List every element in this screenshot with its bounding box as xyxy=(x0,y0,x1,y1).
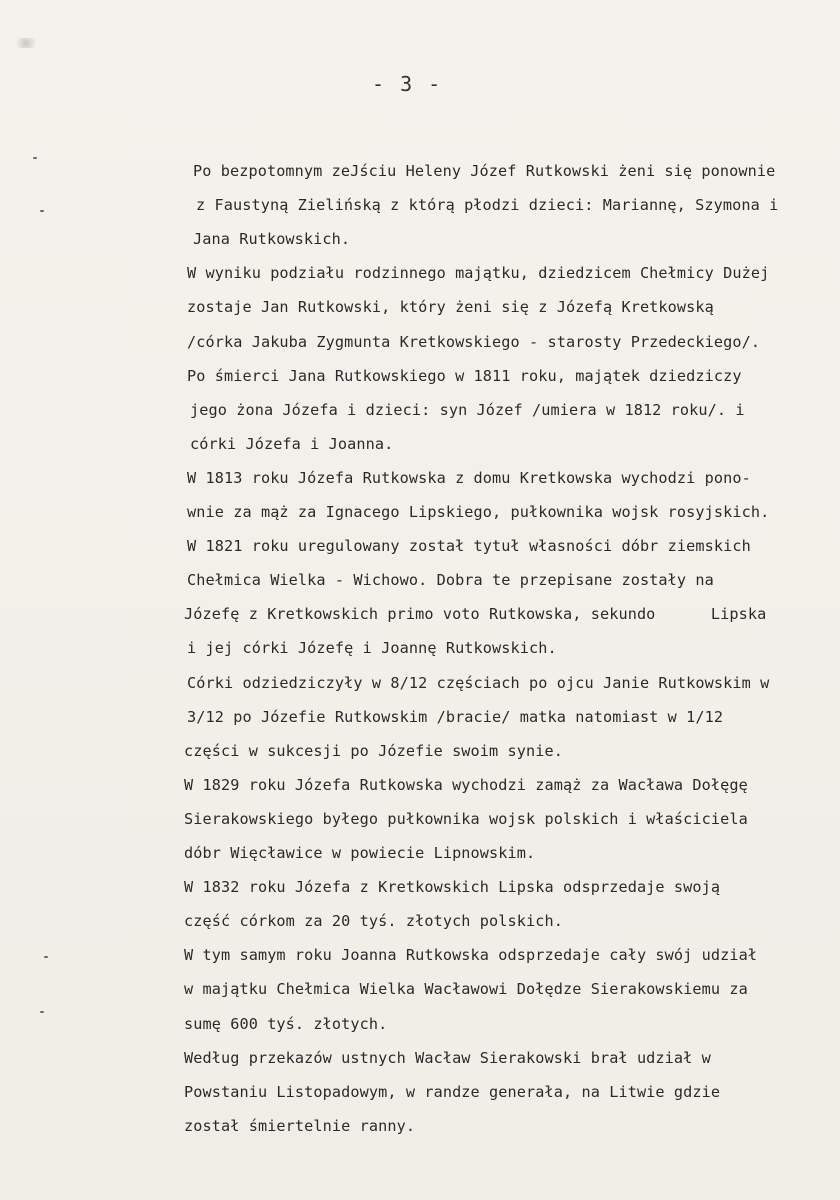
text-line: zostaje Jan Rutkowski, który żeni się z Józefą Kretkowską xyxy=(187,298,714,317)
text-line: W 1832 roku Józefa z Kretkowskich Lipska odsprzedaje swoją xyxy=(184,878,721,897)
text-line: wnie za mąż za Ignacego Lipskiego, pułkownika wojsk rosyjskich. xyxy=(187,503,770,521)
text-line: Chełmica Wielka - Wichowo. Dobra te przepisane zostały na xyxy=(187,571,714,590)
text-line: i jej córki Józefę i Joannę Rutkowskich. xyxy=(187,639,557,658)
paper-speck xyxy=(12,38,40,48)
text-line: Józefę z Kretkowskich primo voto Rutkowska, sekundo Lipska xyxy=(184,605,767,624)
page-number: - 3 - xyxy=(372,72,443,96)
text-line: jego żona Józefa i dzieci: syn Józef /umiera w 1812 roku/. i xyxy=(190,400,745,419)
text-line: W 1821 roku uregulowany został tytuł własności dóbr ziemskich xyxy=(187,537,751,556)
text-line: w majątku Chełmica Wielka Wacławowi Dołędze Sierakowskiemu za xyxy=(184,980,748,999)
margin-mark xyxy=(40,210,44,212)
text-line: córki Józefa i Joanna. xyxy=(190,434,394,453)
text-line: Jana Rutkowskich. xyxy=(193,230,351,249)
text-line: W tym samym roku Joanna Rutkowska odsprzedaje cały swój udział xyxy=(184,946,758,965)
margin-mark xyxy=(33,157,37,159)
text-line: W 1813 roku Józefa Rutkowska z domu Kretkowska wychodzi pono- xyxy=(187,468,751,487)
text-line: Po bezpotomnym zeJściu Heleny Józef Rutkowski żeni się ponownie xyxy=(193,162,776,180)
text-line: Sierakowskiego byłego pułkownika wojsk polskich i właściciela xyxy=(184,809,748,828)
text-line: W 1829 roku Józefa Rutkowska wychodzi zamąż za Wacława Dołęgę xyxy=(184,775,748,794)
text-line: 3/12 po Józefie Rutkowskim /bracie/ matka natomiast w 1/12 xyxy=(187,707,724,726)
margin-mark xyxy=(44,956,48,958)
text-line: W wyniku podziału rodzinnego majątku, dziedzicem Chełmicy Dużej xyxy=(187,264,770,283)
text-line: Według przekazów ustnych Wacław Sierakowski brał udział w xyxy=(184,1048,711,1067)
text-line: Powstaniu Listopadowym, w randze generała, na Litwie gdzie xyxy=(184,1082,721,1101)
text-line: sumę 600 tyś. złotych. xyxy=(184,1014,388,1033)
text-line: części w sukcesji po Józefie swoim synie. xyxy=(184,741,563,760)
text-line: Po śmierci Jana Rutkowskiego w 1811 roku, majątek dziedziczy xyxy=(187,366,742,385)
text-line: z Faustyną Zielińską z którą płodzi dzieci: Mariannę, Szymona i xyxy=(196,196,779,215)
text-line: został śmiertelnie ranny. xyxy=(184,1116,416,1135)
text-line: dóbr Więcławice w powiecie Lipnowskim. xyxy=(184,844,536,862)
text-line: /córka Jakuba Zygmunta Kretkowskiego - starosty Przedeckiego/. xyxy=(187,332,761,351)
text-line: część córkom za 20 tyś. złotych polskich. xyxy=(184,912,563,931)
margin-mark xyxy=(40,1011,44,1013)
text-line: Córki odziedziczyły w 8/12 częściach po ojcu Janie Rutkowskim w xyxy=(187,673,770,692)
